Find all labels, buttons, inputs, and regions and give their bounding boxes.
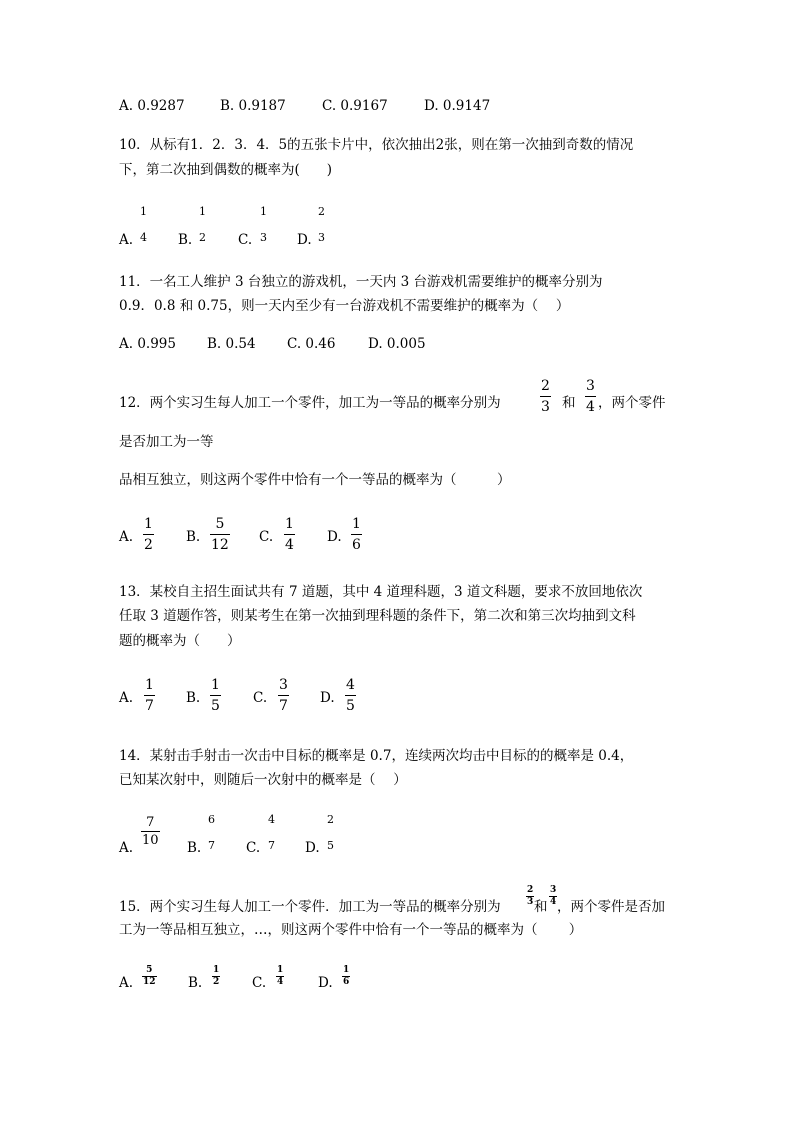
q12-label-a: A.	[119, 529, 134, 545]
q10-label-c: C.	[238, 232, 253, 248]
q15-frac-d-num: 1	[343, 965, 350, 975]
q12-stem-line3: 品相互独立，则这两个零件中恰有一个一等品的概率为（ ）	[119, 472, 511, 488]
q10-frac-a-num: 1	[140, 205, 147, 218]
q12-stem-line2: 是否加工为一等	[119, 434, 214, 450]
q15-frac-b-den: 2	[213, 977, 220, 987]
q12-label-b: B.	[186, 529, 201, 545]
q15-stem-frac1-den: 3	[527, 897, 534, 907]
q13-frac-d-num: 4	[346, 677, 355, 693]
q10-frac-d-den: 3	[318, 231, 325, 244]
q13-stem-line1: 13．某校自主招生面试共有 7 道题，其中 4 道理科题，3 道文科题，要求不放回地依次	[119, 584, 643, 600]
q9-option-c: C. 0.9167	[322, 98, 388, 114]
q11-option-b: B. 0.54	[207, 336, 256, 352]
q13-label-d: D.	[320, 690, 335, 706]
q14-frac-c	[267, 814, 276, 851]
q12-frac-b	[210, 517, 230, 552]
q15-label-a: A.	[119, 975, 134, 991]
q12-frac-b-den: 12	[211, 537, 229, 553]
q12-label-d: D.	[327, 529, 342, 545]
q15-frac-d	[342, 966, 350, 987]
q9-option-a: A. 0.9287	[119, 98, 185, 114]
q13-label-b: B.	[186, 690, 201, 706]
q14-label-c: C.	[246, 840, 261, 856]
q12-stem-line1b: ，两个零件	[598, 395, 666, 411]
q12-label-c: C.	[259, 529, 274, 545]
q12-stem-frac2-den: 4	[586, 399, 595, 415]
q15-stem-frac1-num: 2	[527, 885, 534, 895]
q10-frac-b-den: 2	[199, 231, 206, 244]
q10-frac-b	[198, 206, 207, 243]
q13-stem-line2: 任取 3 道题作答，则某考生在第一次抽到理科题的条件下，第二次和第三次均抽到文科	[119, 608, 636, 624]
q12-stem-frac1-den: 3	[541, 399, 550, 415]
q14-frac-c-num: 4	[268, 813, 275, 826]
q13-frac-d	[345, 678, 356, 713]
q12-frac-d-num: 1	[352, 516, 361, 532]
q15-stem-line1a: 15．两个实习生每人加工一个零件．加工为一等品的概率分别为	[119, 899, 501, 915]
q14-frac-b	[207, 814, 216, 851]
q12-frac-stem-1	[540, 379, 551, 414]
q13-frac-c-num: 3	[279, 677, 288, 693]
q12-stem-frac1-num: 2	[541, 378, 550, 394]
q14-frac-a-num: 7	[146, 815, 155, 830]
q13-frac-a-num: 1	[145, 677, 154, 693]
q10-frac-a-den: 4	[140, 231, 147, 244]
q10-frac-d	[317, 206, 326, 243]
q15-frac-b-num: 1	[213, 965, 220, 975]
q12-frac-a	[143, 517, 154, 552]
q15-label-b: B.	[188, 975, 203, 991]
q15-frac-d-den: 6	[343, 977, 350, 987]
q15-frac-a-num: 5	[146, 965, 153, 975]
q14-label-a: A.	[119, 840, 134, 856]
q15-frac-b	[212, 966, 220, 987]
q13-frac-c-den: 7	[279, 698, 288, 714]
q11-stem-line2: 0.9．0.8 和 0.75，则一天内至少有一台游戏机不需要维护的概率为（ ）	[119, 298, 570, 314]
q15-frac-a	[142, 966, 157, 987]
q9-option-b: B. 0.9187	[220, 98, 286, 114]
q12-frac-c-num: 1	[285, 516, 294, 532]
q10-frac-b-num: 1	[199, 205, 206, 218]
q10-label-d: D.	[297, 232, 312, 248]
q13-stem-line3: 题的概率为（ ）	[119, 633, 241, 649]
q12-frac-b-num: 5	[215, 516, 225, 532]
q10-frac-c	[259, 206, 268, 243]
q13-frac-b-den: 5	[211, 698, 220, 714]
q12-and: 和	[562, 395, 576, 411]
q12-frac-d	[351, 517, 362, 552]
q12-frac-d-den: 6	[352, 537, 361, 553]
q14-frac-b-num: 6	[208, 813, 215, 826]
q10-frac-d-num: 2	[318, 205, 325, 218]
q12-frac-c-den: 4	[285, 537, 294, 553]
q13-frac-a-den: 7	[145, 698, 154, 714]
q11-option-c: C. 0.46	[287, 336, 336, 352]
q13-frac-c	[278, 678, 289, 713]
q15-stem-line2: 工为一等品相互独立，…，则这两个零件中恰有一个一等品的概率为（ ）	[119, 922, 583, 938]
q13-frac-d-den: 5	[346, 698, 355, 714]
q14-label-b: B.	[187, 840, 202, 856]
q12-stem-line1a: 12．两个实习生每人加工一个零件，加工为一等品的概率分别为	[119, 395, 501, 411]
q13-frac-b	[210, 678, 221, 713]
q15-and: 和	[534, 899, 548, 915]
q10-frac-c-den: 3	[260, 231, 267, 244]
q13-label-a: A.	[119, 690, 134, 706]
q14-frac-d-num: 2	[327, 813, 334, 826]
q14-label-d: D.	[305, 840, 320, 856]
q12-frac-c	[284, 517, 295, 552]
q12-frac-stem-2	[585, 379, 596, 414]
q15-label-d: D.	[318, 975, 333, 991]
q14-frac-b-den: 7	[208, 839, 215, 852]
q10-frac-a	[139, 206, 148, 243]
q10-frac-c-num: 1	[260, 205, 267, 218]
q9-option-d: D. 0.9147	[424, 98, 491, 114]
q12-stem-frac2-num: 3	[586, 378, 595, 394]
q14-frac-d-den: 5	[327, 839, 334, 852]
q14-stem-line1: 14．某射击手射击一次击中目标的概率是 0.7，连续两次均击中目标的的概率是 0.4，	[119, 748, 634, 764]
q10-label-b: B.	[178, 232, 193, 248]
q15-frac-c-num: 1	[277, 965, 284, 975]
q15-stem-frac2-den: 4	[550, 897, 557, 907]
q15-frac-c-den: 4	[277, 977, 284, 987]
q11-option-a: A. 0.995	[119, 336, 176, 352]
q10-stem-line2: 下，第二次抽到偶数的概率为( )	[119, 162, 333, 178]
q13-frac-a	[144, 678, 155, 713]
q15-frac-a-den: 12	[143, 977, 156, 987]
q11-stem-line1: 11．一名工人维护 3 台独立的游戏机，一天内 3 台游戏机需要维护的概率分别为	[119, 274, 603, 290]
q12-frac-a-den: 2	[144, 537, 153, 553]
q15-stem-frac2-num: 3	[550, 885, 557, 895]
q15-stem-line1b: ，两个零件是否加	[557, 899, 665, 915]
q14-frac-c-den: 7	[268, 839, 275, 852]
q14-frac-a	[141, 816, 160, 847]
q15-frac-c	[276, 966, 284, 987]
q11-option-d: D. 0.005	[368, 336, 426, 352]
q14-frac-a-den: 10	[142, 833, 159, 848]
q14-frac-d	[326, 814, 335, 851]
q12-frac-a-num: 1	[144, 516, 153, 532]
q13-frac-b-num: 1	[211, 677, 220, 693]
q10-label-a: A.	[119, 232, 134, 248]
q13-label-c: C.	[253, 690, 268, 706]
q10-stem-line1: 10．从标有1．2．3．4．5的五张卡片中，依次抽出2张，则在第一次抽到奇数的情况	[119, 137, 634, 153]
q15-label-c: C.	[252, 975, 267, 991]
q14-stem-line2: 已知某次射中，则随后一次射中的概率是（ ）	[119, 772, 407, 788]
